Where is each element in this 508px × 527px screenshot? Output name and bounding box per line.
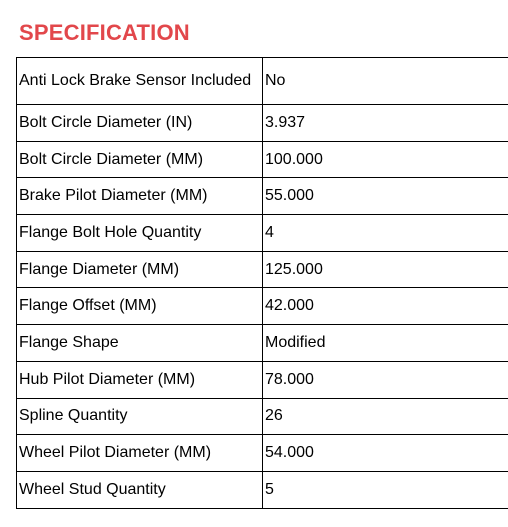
spec-value: Modified [263, 325, 508, 362]
spec-value: 26 [263, 398, 508, 435]
spec-value: 5 [263, 471, 508, 508]
table-row [17, 398, 508, 435]
table-row [17, 471, 508, 508]
spec-label: Flange Shape [17, 325, 263, 362]
spec-value: No [263, 58, 508, 105]
table-row [17, 215, 508, 252]
spec-label: Flange Offset (MM) [17, 288, 263, 325]
table-row [17, 325, 508, 362]
table-row [17, 58, 508, 105]
specification-table [16, 57, 508, 509]
spec-label: Wheel Stud Quantity [17, 471, 263, 508]
page-title: SPECIFICATION [19, 20, 190, 45]
spec-value: 54.000 [263, 435, 508, 472]
spec-label: Wheel Pilot Diameter (MM) [17, 435, 263, 472]
specification-table-body [17, 58, 508, 509]
table-row [17, 361, 508, 398]
spec-label: Flange Bolt Hole Quantity [17, 215, 263, 252]
table-row [17, 251, 508, 288]
table-row [17, 435, 508, 472]
spec-label: Anti Lock Brake Sensor Included [17, 58, 263, 105]
table-row [17, 141, 508, 178]
spec-value: 100.000 [263, 141, 508, 178]
spec-value: 42.000 [263, 288, 508, 325]
spec-label: Brake Pilot Diameter (MM) [17, 178, 263, 215]
spec-label: Bolt Circle Diameter (MM) [17, 141, 263, 178]
spec-value: 125.000 [263, 251, 508, 288]
spec-value: 3.937 [263, 105, 508, 142]
spec-value: 55.000 [263, 178, 508, 215]
table-row [17, 178, 508, 215]
table-row [17, 105, 508, 142]
spec-label: Spline Quantity [17, 398, 263, 435]
spec-label: Flange Diameter (MM) [17, 251, 263, 288]
spec-label: Bolt Circle Diameter (IN) [17, 105, 263, 142]
spec-value: 4 [263, 215, 508, 252]
table-row [17, 288, 508, 325]
spec-label: Hub Pilot Diameter (MM) [17, 361, 263, 398]
spec-value: 78.000 [263, 361, 508, 398]
